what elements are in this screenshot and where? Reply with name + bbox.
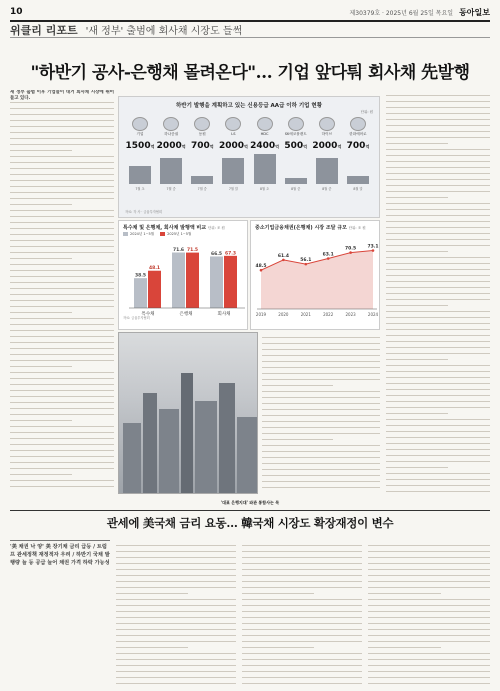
firm-name: HDC — [260, 132, 269, 136]
firm-date: 7월 중 — [197, 187, 207, 191]
infographic-source: 자료: 각 사 · 금융투자협회 — [125, 210, 162, 214]
bar-chart-source: 자료: 금융투자협회 — [123, 316, 150, 320]
bar-chart-title: 특수채 및 은행채, 회사채 발행액 비교 단위: 조 원 — [123, 225, 225, 231]
bar-value-label: 66.5 — [210, 251, 223, 257]
x-tick-label: 2024 — [367, 312, 379, 317]
firm-name: 한화에어로 — [349, 132, 367, 136]
firm-amount: 500억 — [284, 141, 308, 151]
masthead — [10, 6, 490, 18]
section-label: 위클리 리포트 — [10, 23, 78, 37]
point-value-label: 48.5 — [255, 264, 267, 270]
firm-amount: 700억 — [346, 141, 370, 151]
firm-date: 7월 중 — [166, 187, 176, 191]
infographic-title: 하반기 발행을 계획하고 있는 신용등급 AA급 이하 기업 현황 — [175, 103, 323, 109]
bar — [186, 253, 199, 308]
coin-stack-icon — [191, 154, 213, 184]
bar-value-label: 71.6 — [172, 248, 185, 254]
line-chart-svg — [251, 231, 381, 323]
data-point — [260, 269, 263, 272]
firm-item — [250, 117, 280, 191]
bar-value-label: 67.3 — [224, 251, 237, 257]
firm-item — [125, 117, 155, 191]
data-point — [327, 257, 330, 260]
coin-stack-icon — [316, 154, 338, 184]
firm-list — [125, 117, 373, 191]
text-line — [242, 678, 362, 684]
infographic-units: 단위: 원 — [360, 110, 373, 114]
firm-date: 8월 말 — [353, 187, 363, 191]
x-tick-label: 2019 — [255, 312, 267, 317]
data-point — [372, 249, 375, 252]
story-divider — [10, 510, 490, 511]
firm-logo-icon — [163, 117, 179, 131]
firm-name: LS — [231, 132, 236, 136]
legend-2025: 2025년 1~5월 — [160, 232, 191, 237]
firm-item — [312, 117, 342, 191]
firm-amount: 700억 — [190, 141, 214, 151]
firm-item — [156, 117, 186, 191]
firm-item — [218, 117, 248, 191]
page-number: 10 — [10, 7, 23, 17]
firm-date: 7월 초 — [135, 187, 145, 191]
data-point — [282, 259, 285, 262]
newspaper-brand: 동아일보 — [459, 7, 490, 17]
firm-item — [281, 117, 311, 191]
second-story-column-3 — [368, 540, 490, 685]
legend-2024: 2024년 1~5월 — [123, 232, 154, 237]
firm-name: 하이브 — [321, 132, 333, 136]
bar — [210, 256, 223, 308]
coin-stack-icon — [129, 154, 151, 184]
firm-amount: 2400억 — [250, 141, 280, 151]
bar-value-label: 48.1 — [148, 266, 161, 272]
coin-stack-icon — [222, 154, 244, 184]
caption-label: '대표 은행지대' 와관 통합사는 목 — [220, 500, 280, 505]
text-line — [10, 481, 114, 487]
firm-amount: 1500억 — [125, 141, 155, 151]
text-line — [262, 482, 380, 488]
text-line — [116, 678, 236, 684]
coin-stack-icon — [160, 154, 182, 184]
coin-stack-icon — [285, 154, 307, 184]
section-header — [10, 20, 490, 38]
firm-logo-icon — [257, 117, 273, 131]
firm-logo-icon — [319, 117, 335, 131]
bond-issuance-infographic — [118, 96, 380, 218]
point-value-label: 73.1 — [367, 244, 379, 250]
section-kicker: '새 정부' 출범에 회사채 시장도 들썩 — [85, 26, 243, 37]
x-tick-label: 회사채 — [217, 312, 231, 317]
x-tick-label: 2020 — [278, 312, 289, 317]
firm-date: 8월 초 — [259, 187, 270, 191]
bar — [134, 278, 147, 308]
article-lead: 새 정부 출범 이후 기업들이 대거 회사채 시장에 뛰어들고 있다. — [10, 90, 114, 101]
second-story-subhead: '美 채권 낙 양' 美 장기채 금리 급등 / 트럼프 관세정책 재정적자 우려 / 하반기 국채 발행량 늘 등 공급 늘어 채권 가격 하락 가능성 — [10, 540, 110, 567]
firm-item — [343, 117, 373, 191]
data-point — [349, 251, 352, 254]
firm-item — [187, 117, 217, 191]
x-tick-label: 2023 — [345, 312, 356, 317]
city-skyline-photo — [118, 332, 258, 494]
main-headline: "하반기 공사-은행채 몰려온다"… 기업 앞다퉈 회사채 先발행 — [30, 63, 470, 83]
x-tick-label: 은행채 — [179, 312, 193, 317]
coin-stack-icon — [254, 154, 276, 184]
point-value-label: 61.4 — [277, 253, 289, 259]
text-line — [368, 678, 490, 684]
bar-chart-legend — [119, 231, 247, 238]
firm-date: 8월 중 — [291, 187, 301, 191]
line-chart-title: 중소기업금융채권(은행채) 시장 조달 규모 단위: 조 원 — [255, 225, 366, 231]
firm-logo-icon — [225, 117, 241, 131]
second-story-column-2 — [242, 540, 362, 685]
firm-amount: 2000억 — [218, 141, 248, 151]
coin-stack-icon — [347, 154, 369, 184]
bar-value-label: 71.5 — [186, 248, 199, 254]
firm-date: 7월 말 — [228, 187, 239, 191]
firm-logo-icon — [288, 117, 304, 131]
article-column-middle — [262, 332, 380, 494]
point-value-label: 56.1 — [300, 258, 312, 264]
x-tick-label: 특수채 — [141, 312, 155, 317]
point-value-label: 63.1 — [322, 252, 334, 258]
data-point — [305, 263, 308, 266]
x-tick-label: 2022 — [323, 312, 334, 317]
bar — [224, 256, 237, 308]
bank-bond-line-chart — [250, 220, 380, 330]
firm-name: 하나증권 — [164, 132, 179, 136]
firm-amount: 2000억 — [312, 141, 342, 151]
firm-amount: 2000억 — [156, 141, 186, 151]
text-line — [386, 486, 490, 492]
photo-caption — [10, 496, 490, 510]
x-tick-label: 2021 — [300, 312, 311, 317]
point-value-label: 70.5 — [345, 246, 357, 252]
firm-date: 8월 중 — [322, 187, 332, 191]
article-column-left — [10, 90, 114, 494]
firm-logo-icon — [132, 117, 148, 131]
second-story-column-1 — [116, 540, 236, 685]
second-story-headline: 관세에 美국채 금리 요동… 韓국채 시장도 확장재정이 변수 — [106, 516, 394, 530]
firm-logo-icon — [194, 117, 210, 131]
article-column-right — [386, 90, 490, 494]
bond-comparison-bar-chart — [118, 220, 248, 330]
firm-name: 기업 — [136, 132, 144, 136]
bar — [172, 253, 185, 308]
firm-logo-icon — [350, 117, 366, 131]
line-area — [261, 251, 373, 309]
bar-value-label: 38.5 — [134, 273, 147, 279]
issue-info: 제30379호 · 2025년 6월 25일 목요일 — [349, 9, 454, 17]
firm-name: 동원 — [198, 132, 206, 136]
firm-name: SK에코플랜트 — [284, 132, 307, 136]
bar — [148, 271, 161, 308]
bar-chart-svg — [119, 238, 249, 320]
